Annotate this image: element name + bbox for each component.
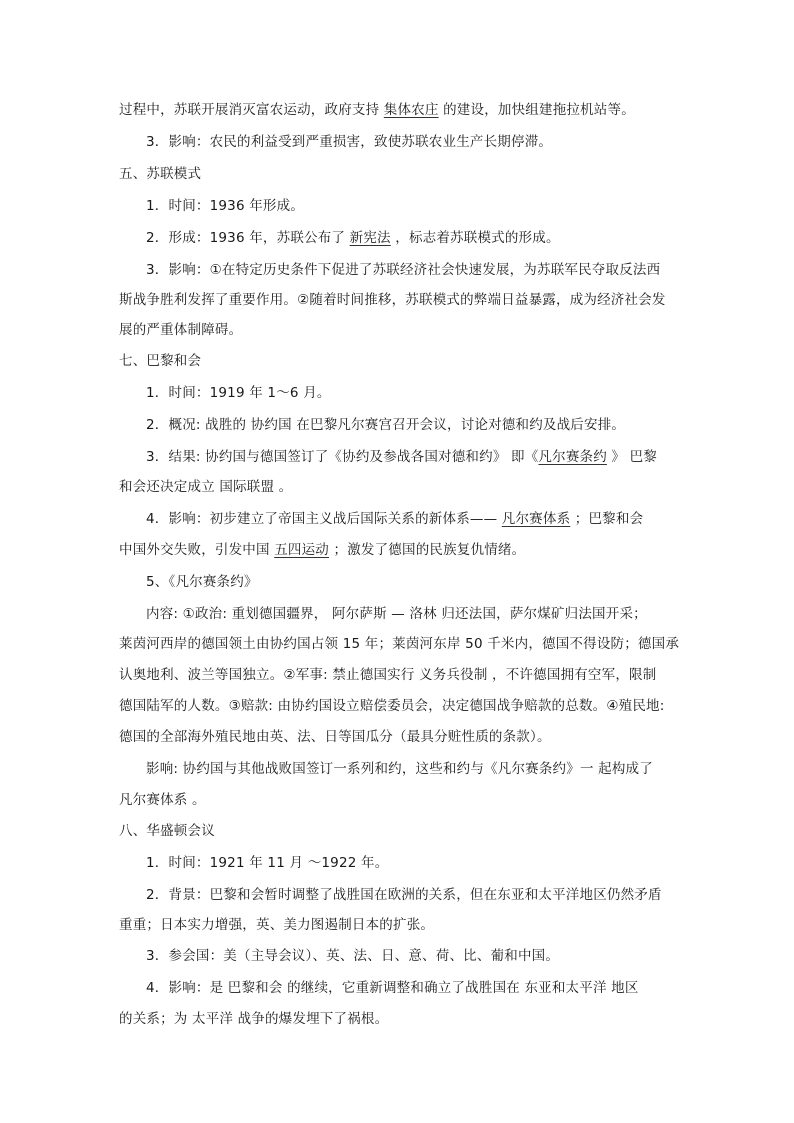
text-line: 2．形成：1936 年，苏联公布了 新宪法 ，标志着苏联模式的形成。 (146, 230, 560, 246)
text-line: 3．影响：农民的利益受到严重损害，致使苏联农业生产长期停滞。 (146, 134, 553, 150)
text-line: 4．影响：是 巴黎和会 的继续，它重新调整和确立了战胜国在 东亚和太平洋 地区 (146, 980, 639, 996)
text-line: 认奥地利、波兰等国独立。②军事: 禁止德国实行 义务兵役制 ，不许德国拥有空军，限制 (119, 667, 657, 683)
section-heading: 七、巴黎和会 (119, 353, 202, 369)
text-line: 1．时间：1936 年形成。 (146, 198, 305, 214)
text-line: 德国的全部海外殖民地由英、法、日等国瓜分（最具分赃性质的条款）。 (119, 729, 551, 745)
text-line: 2．背景：巴黎和会暂时调整了战胜国在欧洲的关系，但在东亚和太平洋地区仍然矛盾 (146, 887, 662, 903)
text-line: 5、《凡尔赛条约》 (146, 574, 258, 590)
text-line: 影响: 协约国与其他战败国签订一系列和约，这些和约与《凡尔赛条约》一 起构成了 (146, 761, 653, 777)
text-line: 斯战争胜利发挥了重要作用。②随着时间推移，苏联模式的弊端日益暴露，成为经济社会发 (119, 292, 666, 308)
text-line: 3．影响：①在特定历史条件下促进了苏联经济社会快速发展，为苏联军民夺取反法西 (146, 262, 661, 278)
underlined-answer: 新宪法 (349, 230, 391, 246)
text-line: 2．概况: 战胜的 协约国 在巴黎凡尔赛宫召开会议，讨论对德和约及战后安排。 (146, 417, 626, 433)
underlined-answer: 集体农庄 (383, 102, 439, 118)
section-heading: 五、苏联模式 (119, 166, 202, 182)
text-line: 和会还决定成立 国际联盟 。 (119, 479, 293, 495)
text-line: 重重；日本实力增强，英、美力图遏制日本的扩张。 (119, 917, 435, 933)
text-line: 展的严重体制障碍。 (119, 322, 243, 338)
section-heading: 八、华盛顿会议 (119, 823, 215, 839)
text-line: 1．时间：1921 年 11 月 ～1922 年。 (146, 855, 389, 871)
text-line: 4．影响：初步建立了帝国主义战后国际关系的新体系—— 凡尔赛体系 ；巴黎和会 (146, 511, 644, 527)
text-line: 内容: ①政治: 重划德国疆界， 阿尔萨斯 — 洛林 归还法国，萨尔煤矿归法国开采； (146, 606, 647, 622)
text-line: 过程中，苏联开展消灭富农运动，政府支持 集体农庄 的建设，加快组建拖拉机站等。 (119, 102, 635, 118)
text-line: 的关系；为 太平洋 战争的爆发埋下了祸根。 (119, 1011, 389, 1027)
underlined-answer: 凡尔赛体系 (501, 511, 571, 527)
text-line: 莱茵河西岸的德国领土由协约国占领 15 年；莱茵河东岸 50 千米内，德国不得设防；德国承 (119, 636, 680, 652)
underlined-answer: 五四运动 (274, 542, 330, 558)
text-line: 3．参会国：美（主导会议）、英、法、日、意、荷、比、葡和中国。 (146, 948, 560, 964)
text-line: 中国外交失败，引发中国 五四运动 ；激发了德国的民族复仇情绪。 (119, 542, 526, 558)
text-line: 1．时间：1919 年 1～6 月。 (146, 385, 331, 401)
underlined-answer: 凡尔赛条约 (538, 449, 607, 465)
text-line: 凡尔赛体系 。 (119, 792, 206, 808)
text-line: 德国陆军的人数。③赔款: 由协约国设立赔偿委员会，决定德国战争赔款的总数。④殖民地: (119, 698, 665, 714)
text-line: 3．结果: 协约国与德国签订了《协约及参战各国对德和约》 即《凡尔赛条约 》 巴黎 (146, 449, 658, 465)
